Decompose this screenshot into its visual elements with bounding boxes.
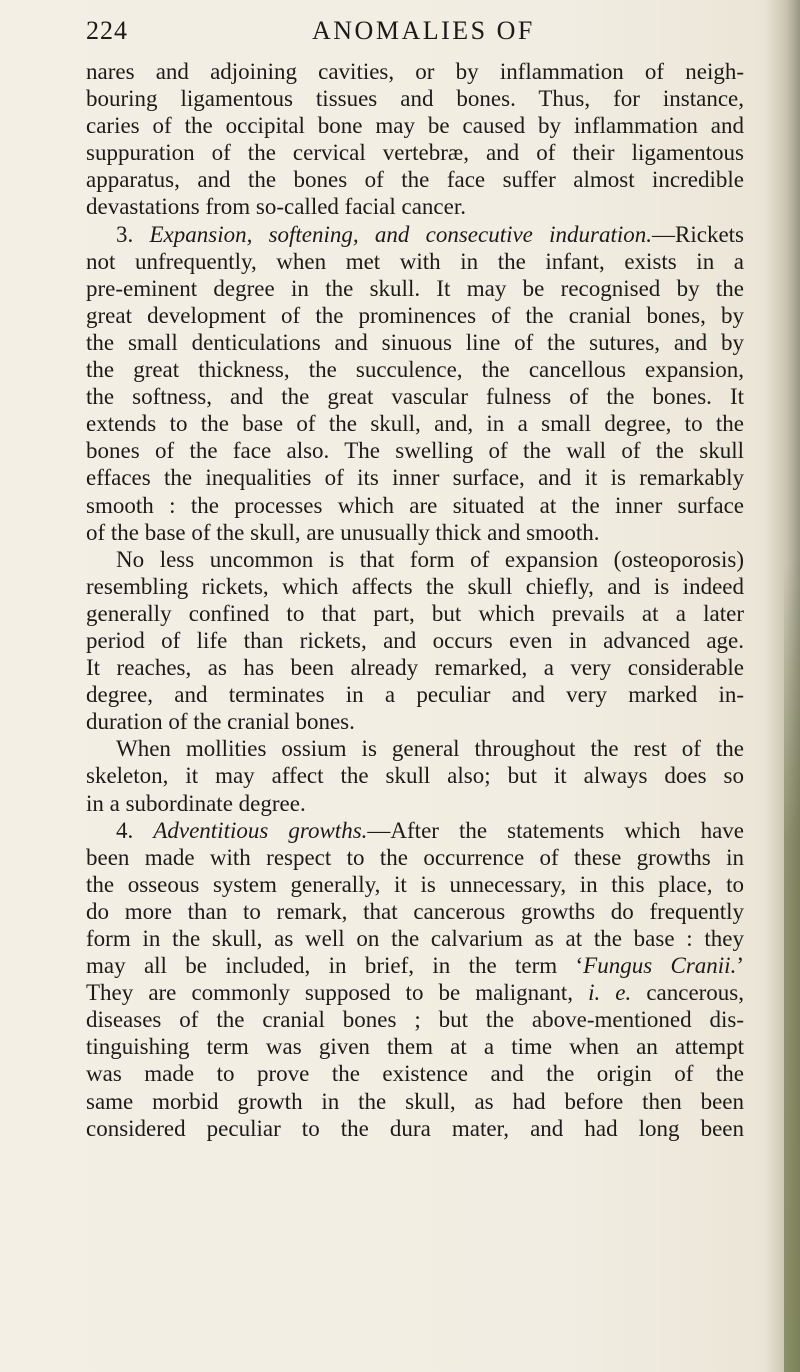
text-line: period of life than rickets, and occurs even in advanced age. xyxy=(86,627,744,653)
section-title-rest: —Rickets xyxy=(652,221,744,247)
text-line: not unfrequently, when met with in the infant, exists in a xyxy=(86,248,744,274)
text-line: No less uncommon is that form of expansion (osteoporosis) xyxy=(116,546,744,572)
page-edge-shadow xyxy=(766,0,800,1372)
section-title-rest: —After the statements which have xyxy=(367,817,745,843)
text-line-with-abbrev: They are commonly supposed to be malignant, i. e. cancerous, xyxy=(86,980,745,1006)
section-title: Adventitious growths. xyxy=(153,817,368,843)
abbreviation-ie: i. e. xyxy=(588,980,632,1006)
text-line: diseases of the cranial bones ; but the above-mentioned dis- xyxy=(86,1007,744,1033)
text-line: was made to prove the existence and the origin of the xyxy=(86,1061,744,1087)
section-number: 4. xyxy=(116,817,134,843)
section-number: 3. xyxy=(116,221,134,247)
text-line: caries of the occipital bone may be caused by inflammation and xyxy=(86,113,744,139)
text-line: degree, and terminates in a peculiar and very marked in- xyxy=(86,682,744,708)
text-line: pre-eminent degree in the skull. It may be recognised by the xyxy=(86,275,744,301)
text-line: skeleton, it may affect the skull also; but it always does so xyxy=(86,763,744,789)
running-title: ANOMALIES OF xyxy=(312,16,535,45)
text-line: extends to the base of the skull, and, in a small degree, to the xyxy=(86,411,744,437)
text-line: same morbid growth in the skull, as had before then been xyxy=(86,1088,744,1114)
text-line: smooth : the processes which are situated at the inner surface xyxy=(86,492,744,518)
text-line: suppuration of the cervical vertebræ, and of their ligamentous xyxy=(86,140,744,166)
text-line: It reaches, as has been already remarked, a very considerable xyxy=(86,655,744,681)
text-line: bouring ligamentous tissues and bones. Thus, for instance, xyxy=(86,86,744,112)
text-line: in a subordinate degree. xyxy=(86,790,306,816)
text-line: devastations from so-called facial cancer. xyxy=(86,194,466,220)
page-number: 224 xyxy=(86,16,128,45)
text-line: effaces the inequalities of its inner surface, and it is remarkably xyxy=(86,465,744,491)
text-line: the great thickness, the succulence, the cancellous expansion, xyxy=(86,357,744,383)
text-line: the osseous system generally, it is unnecessary, in this place, to xyxy=(86,871,744,897)
text-line: do more than to remark, that cancerous growths do frequently xyxy=(86,898,744,924)
latin-term: Fungus Cranii. xyxy=(583,953,737,979)
text-line: When mollities ossium is general throughout the rest of the xyxy=(116,736,744,762)
text-line: great development of the prominences of the cranial bones, by xyxy=(86,302,744,328)
section-heading-line xyxy=(86,221,744,248)
section-title: Expansion, softening, and consecutive induration. xyxy=(149,221,652,247)
text-line: the softness, and the great vascular fulness of the bones. It xyxy=(86,384,744,410)
text-line: bones of the face also. The swelling of the wall of the skull xyxy=(86,438,744,464)
text-line: apparatus, and the bones of the face suffer almost incredible xyxy=(86,167,744,193)
text-line-with-term: may all be included, in brief, in the term ‘Fungus Cranii.’ xyxy=(86,953,744,979)
text-line: been made with respect to the occurrence of these growths in xyxy=(86,844,744,870)
text-line: tinguishing term was given them at a time when an attempt xyxy=(86,1034,744,1060)
text-line: nares and adjoining cavities, or by inflammation of neigh- xyxy=(86,59,744,84)
text-line: duration of the cranial bones. xyxy=(86,709,355,735)
section-heading-line xyxy=(86,817,744,844)
text-line: the small denticulations and sinuous line of the sutures, and by xyxy=(86,329,744,355)
text-line: form in the skull, as well on the calvarium as at the base : they xyxy=(86,926,744,951)
text-line: resembling rickets, which affects the skull chiefly, and is indeed xyxy=(86,573,744,599)
body-text xyxy=(86,58,744,1142)
text-line: generally confined to that part, but which prevails at a later xyxy=(86,600,744,626)
running-head xyxy=(0,0,800,60)
text-line: of the base of the skull, are unusually thick and smooth. xyxy=(86,519,600,545)
text-line: considered peculiar to the dura mater, and had long been xyxy=(86,1115,744,1141)
